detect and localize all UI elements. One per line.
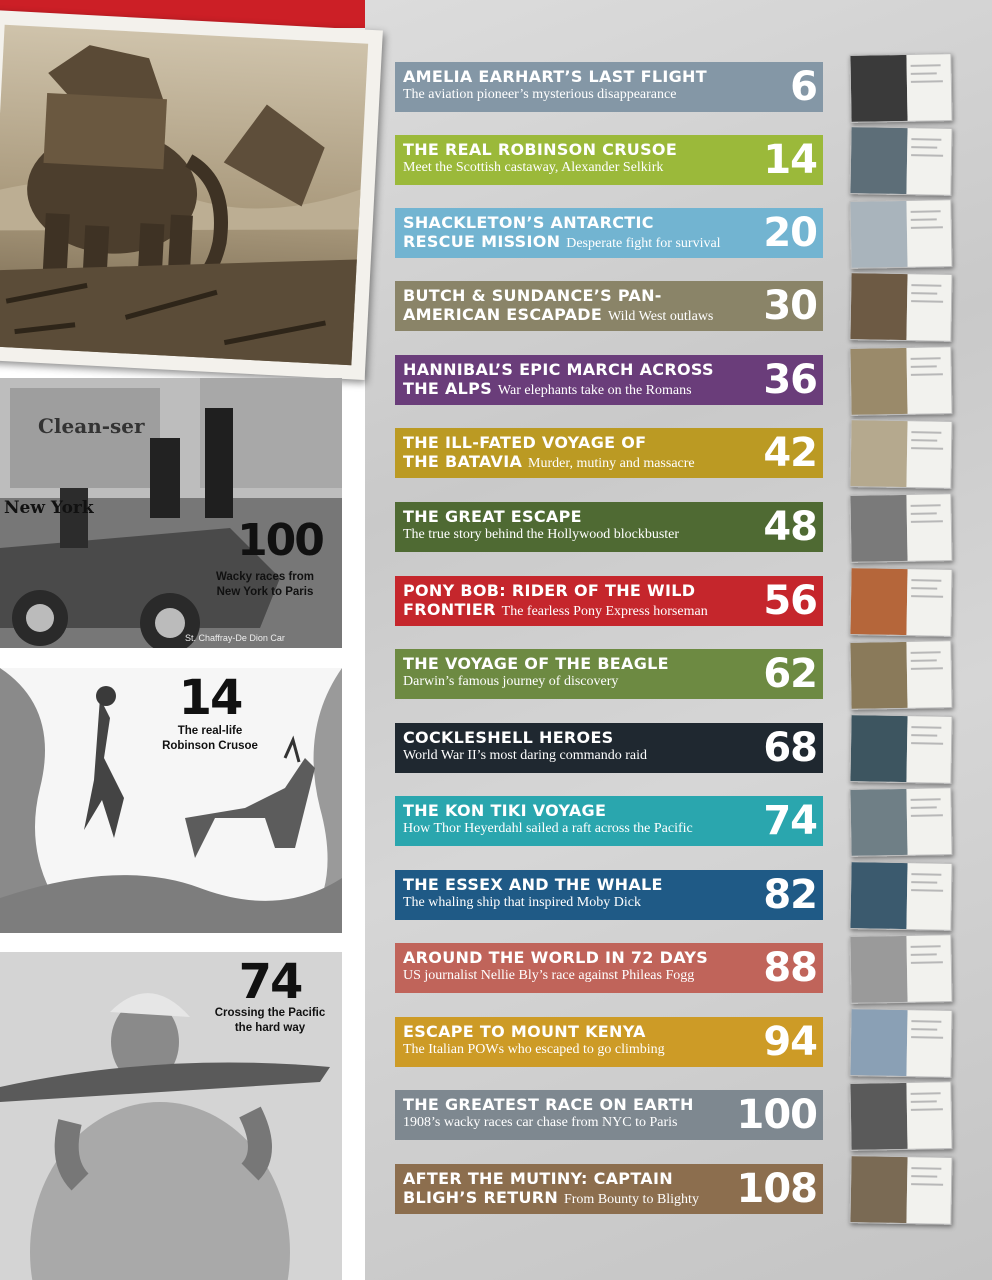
toc-title-line2: BLIGH’S RETURN bbox=[403, 1188, 559, 1207]
toc-title-line2: THE BATAVIA bbox=[403, 452, 523, 471]
toc-subtitle: Murder, mutiny and massacre bbox=[528, 456, 695, 471]
feature-number-100: 100 bbox=[237, 515, 323, 566]
toc-title-line2: RESCUE MISSION bbox=[403, 232, 561, 251]
toc-bar bbox=[395, 502, 823, 552]
toc-page-number: 14 bbox=[763, 137, 817, 183]
toc-bar bbox=[395, 870, 823, 920]
toc-page-number: 74 bbox=[763, 798, 817, 844]
toc-subtitle: The true story behind the Hollywood blockbuster bbox=[403, 527, 680, 542]
toc-subtitle: Meet the Scottish castaway, Alexander Selkirk bbox=[403, 160, 664, 175]
toc-title: PONY BOB: RIDER OF THE WILD bbox=[403, 581, 696, 600]
toc-bar bbox=[395, 62, 823, 112]
toc-thumbnail bbox=[849, 640, 952, 710]
car-banner: New York bbox=[4, 498, 94, 518]
toc-subtitle: US journalist Nellie Bly’s race against Phileas Fogg bbox=[403, 968, 695, 983]
toc-title-line2: THE ALPS bbox=[403, 379, 493, 398]
toc-page-number: 48 bbox=[763, 504, 817, 550]
toc-title: AFTER THE MUTINY: CAPTAIN bbox=[403, 1169, 673, 1188]
toc-thumbnail bbox=[849, 1155, 952, 1225]
toc-title: COCKLESHELL HEROES bbox=[403, 728, 614, 747]
feature-number-14: 14 bbox=[178, 670, 242, 726]
hannibal-elephant-photo bbox=[0, 10, 383, 380]
toc-bar bbox=[395, 281, 823, 331]
toc-thumbnail bbox=[849, 567, 952, 637]
feature-number-74: 74 bbox=[238, 954, 302, 1010]
toc-title: AROUND THE WORLD IN 72 DAYS bbox=[403, 948, 709, 967]
toc-bar bbox=[395, 135, 823, 185]
toc-title: THE VOYAGE OF THE BEAGLE bbox=[403, 654, 669, 673]
toc-page-number: 100 bbox=[736, 1092, 817, 1138]
toc-page-number: 20 bbox=[763, 210, 817, 256]
toc-subtitle: World War II’s most daring commando raid bbox=[403, 748, 647, 763]
toc-subtitle: The fearless Pony Express horseman bbox=[501, 604, 708, 619]
toc-thumbnail bbox=[849, 346, 952, 416]
toc-thumbnail bbox=[849, 934, 952, 1004]
toc-bar bbox=[395, 1164, 823, 1214]
toc-title: THE ILL-FATED VOYAGE OF bbox=[403, 433, 647, 452]
toc-thumbnail bbox=[849, 53, 952, 123]
toc-page-number: 94 bbox=[763, 1019, 817, 1065]
toc-subtitle: The whaling ship that inspired Moby Dick bbox=[403, 895, 641, 910]
toc-subtitle: How Thor Heyerdahl sailed a raft across the Pacific bbox=[403, 821, 693, 836]
robinson-crusoe-illustration bbox=[0, 668, 342, 933]
feature-caption-74: Crossing the Pacific the hard way bbox=[214, 1007, 326, 1034]
toc-title: THE KON TIKI VOYAGE bbox=[403, 801, 607, 820]
toc-thumbnail bbox=[849, 787, 952, 857]
feature-caption-100: Wacky races from New York to Paris bbox=[215, 571, 314, 598]
toc-title: THE ESSEX AND THE WHALE bbox=[403, 875, 663, 894]
toc-page-number: 30 bbox=[763, 283, 817, 329]
toc-thumbnail bbox=[849, 493, 952, 563]
toc-title-line2: AMERICAN ESCAPADE bbox=[403, 305, 603, 324]
toc-subtitle: From Bounty to Blighty bbox=[563, 1192, 699, 1207]
toc-title: THE GREATEST RACE ON EARTH bbox=[403, 1095, 694, 1114]
toc-page-number: 62 bbox=[763, 651, 817, 697]
toc-subtitle: War elephants take on the Romans bbox=[497, 383, 692, 398]
toc-page-number: 56 bbox=[763, 578, 817, 624]
toc-title-line2: FRONTIER bbox=[403, 600, 496, 619]
toc-thumbnail bbox=[849, 714, 952, 784]
toc-thumbnail bbox=[849, 272, 952, 342]
toc-subtitle: Darwin’s famous journey of discovery bbox=[403, 674, 619, 689]
toc-bar bbox=[395, 943, 823, 993]
toc-bar bbox=[395, 723, 823, 773]
toc-page-number: 82 bbox=[763, 872, 817, 918]
car-photo-caption: St. Chaffray-De Dion Car bbox=[185, 633, 285, 643]
toc-title: HANNIBAL’S EPIC MARCH ACROSS bbox=[403, 360, 714, 379]
toc-bar bbox=[395, 1090, 823, 1140]
feature-caption-14: The real-life Robinson Crusoe bbox=[162, 725, 258, 752]
toc-page-number: 68 bbox=[763, 725, 817, 771]
toc-page-number: 42 bbox=[763, 430, 817, 476]
toc-thumbnail bbox=[849, 199, 952, 269]
toc-bar bbox=[395, 208, 823, 258]
toc-thumbnail bbox=[849, 1081, 952, 1151]
toc-bar bbox=[395, 796, 823, 846]
toc-thumbnail bbox=[849, 861, 952, 931]
toc-bar bbox=[395, 649, 823, 699]
toc-subtitle: 1908’s wacky races car chase from NYC to Paris bbox=[403, 1115, 678, 1130]
toc-title: THE GREAT ESCAPE bbox=[403, 507, 582, 526]
toc-bar bbox=[395, 355, 823, 405]
new-york-paris-race-photo bbox=[0, 378, 342, 648]
toc-subtitle: Desperate fight for survival bbox=[566, 236, 721, 251]
toc-page-number: 36 bbox=[763, 357, 817, 403]
heyerdahl-fish-photo bbox=[0, 952, 342, 1280]
toc-subtitle: Wild West outlaws bbox=[608, 309, 714, 324]
toc-title: THE REAL ROBINSON CRUSOE bbox=[403, 140, 678, 159]
toc-subtitle: The aviation pioneer’s mysterious disappearance bbox=[403, 87, 677, 102]
storefront-sign: Clean-ser bbox=[38, 414, 145, 438]
toc-title: BUTCH & SUNDANCE’S PAN- bbox=[403, 286, 662, 305]
toc-subtitle: The Italian POWs who escaped to go climbing bbox=[403, 1042, 665, 1057]
toc-bar bbox=[395, 428, 823, 478]
toc-bar bbox=[395, 1017, 823, 1067]
toc-page-number: 6 bbox=[790, 64, 817, 110]
toc-thumbnail bbox=[849, 126, 952, 196]
toc-page-number: 88 bbox=[763, 945, 817, 991]
toc-title: SHACKLETON’S ANTARCTIC bbox=[403, 213, 654, 232]
toc-title: AMELIA EARHART’S LAST FLIGHT bbox=[403, 67, 707, 86]
toc-thumbnail bbox=[849, 419, 952, 489]
toc-bar bbox=[395, 576, 823, 626]
toc-page-number: 108 bbox=[736, 1166, 817, 1212]
toc-title: ESCAPE TO MOUNT KENYA bbox=[403, 1022, 646, 1041]
toc-thumbnail bbox=[849, 1008, 952, 1078]
